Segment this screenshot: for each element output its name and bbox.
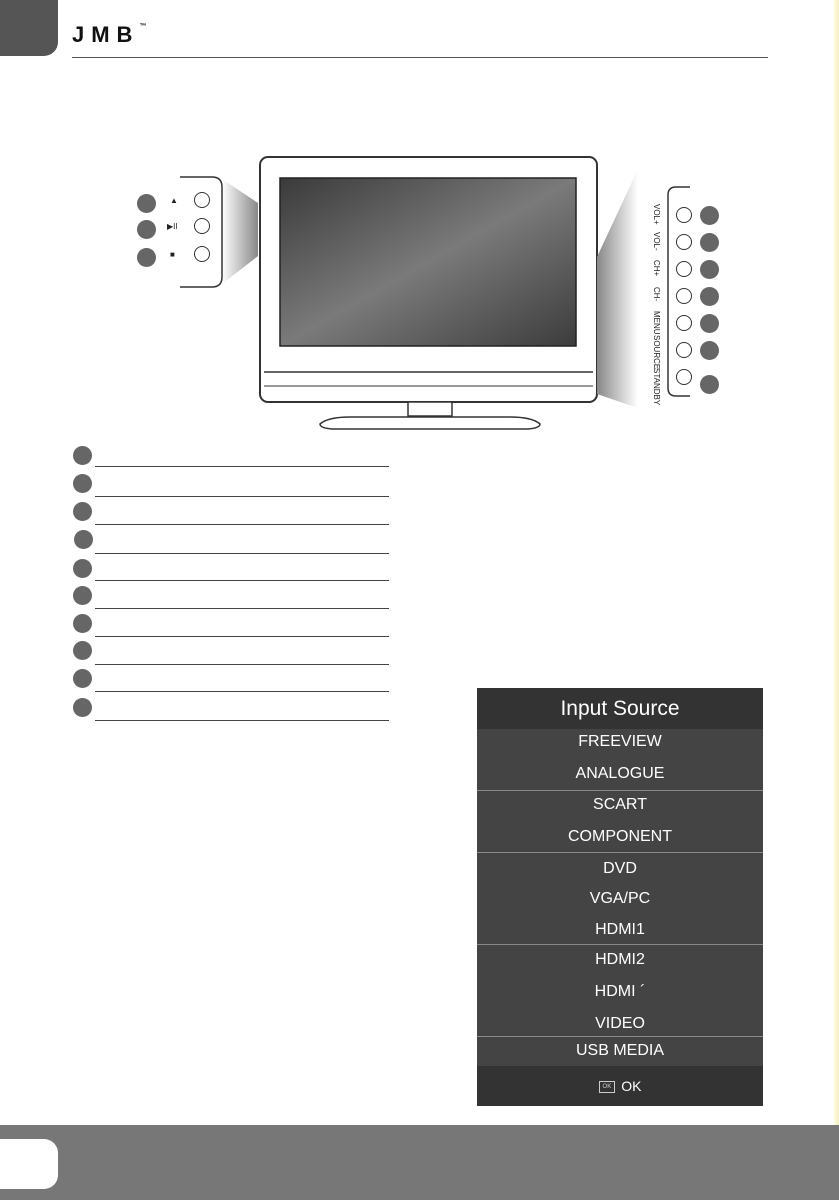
legend-line bbox=[95, 636, 389, 637]
play-pause-icon: ▶II bbox=[167, 222, 178, 231]
menu-divider bbox=[477, 790, 763, 791]
button-label-ch-plus: CH+ bbox=[652, 260, 661, 277]
vol-minus-button[interactable] bbox=[676, 234, 692, 250]
eject-button[interactable] bbox=[194, 192, 210, 208]
vol-plus-button[interactable] bbox=[676, 207, 692, 223]
page-corner-tab bbox=[0, 0, 58, 56]
page-number-tab bbox=[0, 1139, 58, 1189]
button-label-vol-plus: VOL+ bbox=[652, 204, 661, 225]
callout-marker bbox=[137, 220, 156, 239]
ok-label: OK bbox=[621, 1078, 642, 1094]
menu-item-dvd[interactable]: DVD bbox=[603, 860, 637, 877]
input-source-menu bbox=[477, 688, 763, 1106]
callout-marker bbox=[700, 260, 719, 279]
menu-footer bbox=[477, 1066, 763, 1106]
ok-key-icon: OK bbox=[599, 1081, 616, 1093]
play-pause-button[interactable] bbox=[194, 218, 210, 234]
menu-item-vga-pc[interactable]: VGA/PC bbox=[589, 890, 651, 907]
legend-marker bbox=[73, 614, 92, 633]
legend-marker bbox=[73, 669, 92, 688]
legend-line bbox=[95, 691, 389, 692]
callout-marker bbox=[137, 248, 156, 267]
menu-divider bbox=[477, 944, 763, 945]
tv-frame bbox=[260, 157, 597, 402]
legend-marker bbox=[74, 530, 93, 549]
button-label-standby: STANDBY bbox=[652, 368, 661, 406]
callout-marker bbox=[700, 206, 719, 225]
legend-line bbox=[95, 580, 389, 581]
callout-marker bbox=[137, 194, 156, 213]
menu-item-analogue[interactable]: ANALOGUE bbox=[575, 765, 665, 782]
header-rule bbox=[72, 57, 768, 58]
callout-marker bbox=[700, 341, 719, 360]
menu-divider bbox=[477, 1036, 763, 1037]
menu-item-hdmi1[interactable]: HDMI1 bbox=[595, 921, 645, 938]
legend-line bbox=[95, 524, 389, 525]
standby-button[interactable] bbox=[676, 369, 692, 385]
legend-line bbox=[95, 608, 389, 609]
menu-item-freeview[interactable]: FREEVIEW bbox=[578, 733, 662, 750]
menu-divider bbox=[477, 852, 763, 853]
legend-marker bbox=[73, 586, 92, 605]
ch-plus-button[interactable] bbox=[676, 261, 692, 277]
tv-diagram bbox=[130, 150, 690, 435]
ch-minus-button[interactable] bbox=[676, 288, 692, 304]
tv-stand bbox=[320, 402, 540, 429]
button-label-source: SOURCE bbox=[652, 335, 661, 370]
page-edge-strip bbox=[834, 0, 839, 1200]
menu-title: Input Source bbox=[477, 688, 763, 729]
legend-marker bbox=[73, 641, 92, 660]
stop-button[interactable] bbox=[194, 246, 210, 262]
stop-icon: ■ bbox=[170, 250, 175, 259]
legend-line bbox=[95, 496, 389, 497]
menu-item-hdmi2[interactable]: HDMI2 bbox=[595, 951, 645, 968]
left-button-panel bbox=[180, 177, 258, 287]
callout-marker bbox=[700, 233, 719, 252]
menu-item-usb-media[interactable]: USB MEDIA bbox=[575, 1042, 664, 1059]
legend-line bbox=[95, 466, 389, 467]
button-label-vol-minus: VOL- bbox=[652, 232, 661, 251]
eject-icon: ▲ bbox=[170, 196, 178, 205]
legend-marker bbox=[73, 559, 92, 578]
menu-item-scart[interactable]: SCART bbox=[593, 796, 647, 813]
menu-item-hdmi3[interactable]: HDMI ´ bbox=[594, 983, 646, 1000]
callout-marker bbox=[700, 375, 719, 394]
menu-item-component[interactable]: COMPONENT bbox=[568, 828, 672, 845]
brand-logo: JMB™ bbox=[72, 22, 147, 47]
legend-marker bbox=[73, 502, 92, 521]
legend-line bbox=[95, 553, 389, 554]
callout-marker bbox=[700, 287, 719, 306]
source-button[interactable] bbox=[676, 342, 692, 358]
legend-marker bbox=[73, 474, 92, 493]
legend-marker bbox=[73, 446, 92, 465]
button-label-ch-minus: CH- bbox=[652, 287, 661, 302]
menu-item-video[interactable]: VIDEO bbox=[595, 1015, 645, 1032]
callout-marker bbox=[700, 314, 719, 333]
menu-button[interactable] bbox=[676, 315, 692, 331]
button-label-menu: MENU bbox=[652, 311, 661, 335]
legend-marker bbox=[73, 698, 92, 717]
legend-line bbox=[95, 720, 389, 721]
page-footer-bar bbox=[0, 1125, 839, 1200]
legend-line bbox=[95, 664, 389, 665]
